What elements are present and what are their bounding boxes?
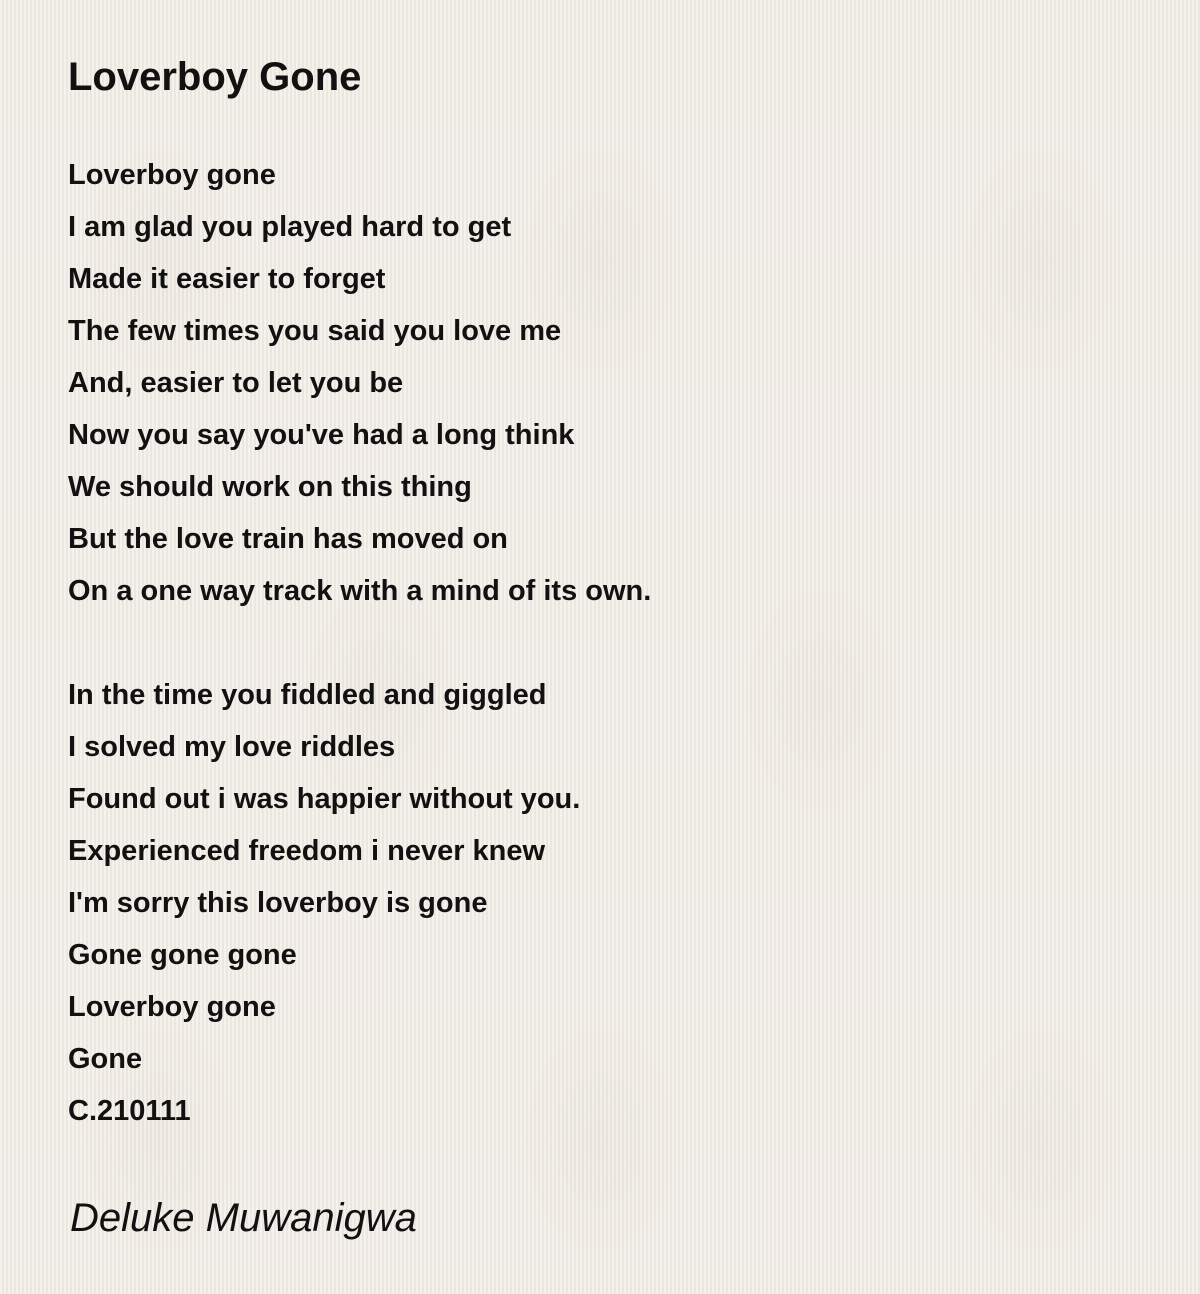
poem-author: Deluke Muwanigwa xyxy=(70,1196,417,1240)
poem-line: Gone gone gone xyxy=(68,939,297,971)
poem-line: Now you say you've had a long think xyxy=(68,419,575,451)
stanza-2 xyxy=(68,669,1148,1137)
poem-line: And, easier to let you be xyxy=(68,367,404,399)
poem-line: I solved my love riddles xyxy=(68,731,396,763)
poem-line: Made it easier to forget xyxy=(68,263,386,295)
poem-line: On a one way track with a mind of its own. xyxy=(68,575,652,607)
stanza-1 xyxy=(68,149,1148,617)
poem-line: Loverboy gone xyxy=(68,159,276,191)
poem-line: In the time you fiddled and giggled xyxy=(68,679,547,711)
poem-line: Loverboy gone xyxy=(68,991,276,1023)
poem-line: Found out i was happier without you. xyxy=(68,783,581,815)
poem-line: But the love train has moved on xyxy=(68,523,508,555)
poem-line: Gone xyxy=(68,1043,143,1075)
poem-container xyxy=(68,52,1148,1137)
poem-line: The few times you said you love me xyxy=(68,315,562,347)
poem-line: I am glad you played hard to get xyxy=(68,211,512,243)
poem-line: C.210111 xyxy=(68,1095,191,1127)
poem-line: Experienced freedom i never knew xyxy=(68,835,546,867)
poem-line: We should work on this thing xyxy=(68,471,472,503)
poem-body xyxy=(68,149,1148,1137)
poem-line: I'm sorry this loverboy is gone xyxy=(68,887,488,919)
poem-title: Loverboy Gone xyxy=(68,55,362,99)
